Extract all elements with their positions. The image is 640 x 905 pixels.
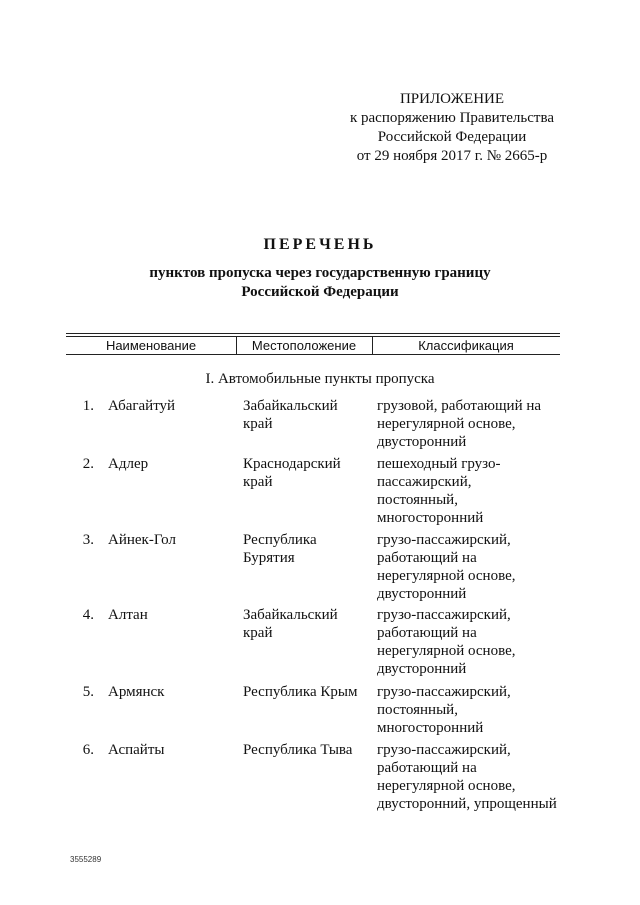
document-title: ПЕРЕЧЕНЬ: [263, 236, 377, 253]
column-header-location: Местоположение: [251, 338, 357, 353]
row-name: Адлер: [108, 456, 149, 472]
row-location: [243, 683, 368, 701]
row-location-line: Республика: [243, 532, 317, 548]
column-header-classification: Классификация: [418, 338, 514, 353]
row-name: Алтан: [108, 607, 148, 623]
row-location-line: Краснодарский: [243, 456, 341, 472]
row-name: Армянск: [108, 684, 165, 700]
document-subtitle-2: Российской Федерации: [241, 284, 399, 300]
table-header: [66, 333, 560, 355]
row-classification-line: грузо-пассажирский,: [377, 742, 511, 758]
row-location: [243, 455, 368, 491]
row-location: [243, 606, 368, 642]
row-classification: [377, 531, 557, 603]
header-rule-top-2: [66, 336, 560, 337]
row-location-line: край: [243, 416, 273, 432]
row-classification-line: работающий на: [377, 760, 477, 776]
row-name: Абагайтуй: [108, 398, 176, 414]
row-classification-line: двусторонний, упрощенный: [377, 796, 557, 812]
row-classification-line: многосторонний: [377, 720, 484, 736]
row-location-line: Забайкальский: [243, 607, 338, 623]
row-name: Айнек-Гол: [108, 532, 176, 548]
section-title: I. Автомобильные пункты пропуска: [205, 371, 435, 387]
row-classification-line: грузо-пассажирский,: [377, 684, 511, 700]
appendix-line-2: Российской Федерации: [377, 129, 527, 145]
row-name: Аспайты: [108, 742, 165, 758]
row-classification-line: двусторонний: [377, 586, 467, 602]
row-classification: [377, 683, 557, 737]
row-classification-line: грузо-пассажирский,: [377, 607, 511, 623]
row-classification-line: двусторонний: [377, 661, 467, 677]
row-number: 2.: [82, 456, 94, 472]
document-heading: [0, 236, 640, 302]
row-classification-line: постоянный,: [377, 492, 458, 508]
row-location: [243, 397, 368, 433]
footer-document-code: 3555289: [70, 855, 102, 864]
appendix-title: ПРИЛОЖЕНИЕ: [399, 91, 505, 107]
row-number: 6.: [82, 742, 94, 758]
row-number: 1.: [82, 398, 94, 414]
row-location-line: Забайкальский: [243, 398, 338, 414]
row-classification-line: нерегулярной основе,: [377, 416, 516, 432]
row-classification-line: работающий на: [377, 550, 477, 566]
row-classification-line: нерегулярной основе,: [377, 778, 516, 794]
row-location-line: Республика Крым: [243, 684, 358, 700]
column-header-name: Наименование: [105, 338, 197, 353]
header-rule-bottom: [66, 354, 560, 355]
row-classification: [377, 397, 557, 451]
row-number: 4.: [82, 607, 94, 623]
row-classification-line: постоянный,: [377, 702, 458, 718]
row-location-line: Бурятия: [243, 550, 295, 566]
row-classification-line: работающий на: [377, 625, 477, 641]
row-classification-line: грузо-пассажирский,: [377, 532, 511, 548]
row-classification-line: нерегулярной основе,: [377, 643, 516, 659]
row-location-line: край: [243, 625, 273, 641]
row-location: [243, 531, 368, 567]
row-classification-line: пешеходный грузо-: [377, 456, 501, 472]
header-rule-top: [66, 333, 560, 334]
row-classification-line: двусторонний: [377, 434, 467, 450]
row-location-line: край: [243, 474, 273, 490]
row-number: 5.: [82, 684, 94, 700]
row-classification: [377, 606, 557, 678]
row-location-line: Республика Тыва: [243, 742, 353, 758]
row-classification-line: нерегулярной основе,: [377, 568, 516, 584]
row-classification-line: грузовой, работающий на: [377, 398, 542, 414]
appendix-block: [342, 90, 562, 166]
row-classification: [377, 455, 557, 527]
row-location: [243, 741, 368, 759]
document-subtitle-1: пунктов пропуска через государственную границу: [149, 265, 491, 281]
appendix-line-1: к распоряжению Правительства: [349, 110, 554, 126]
row-number: 3.: [82, 532, 94, 548]
row-classification: [377, 741, 557, 813]
appendix-line-3: от 29 ноября 2017 г. № 2665-р: [356, 148, 548, 164]
row-classification-line: многосторонний: [377, 510, 484, 526]
row-classification-line: пассажирский,: [377, 474, 472, 490]
